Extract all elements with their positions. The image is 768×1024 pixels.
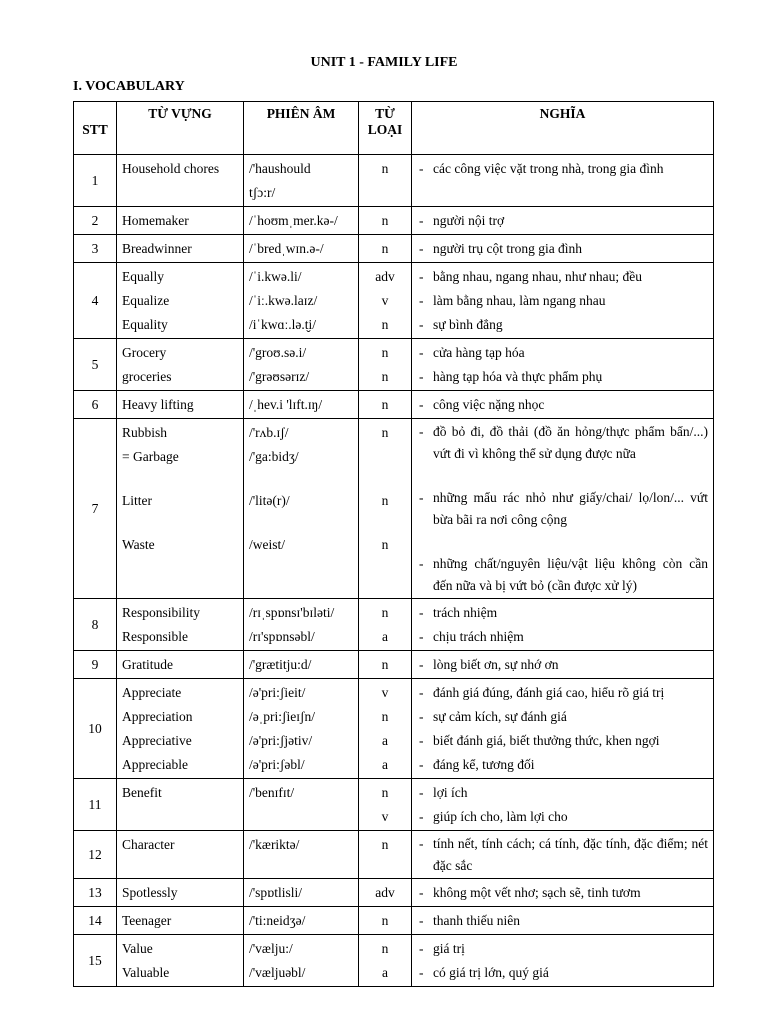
ipa-cell (244, 651, 359, 679)
table-row (74, 935, 714, 987)
meaning-text: đánh giá đúng, đánh giá cao, hiểu rõ giá trị (433, 685, 665, 700)
meaning-line (417, 937, 708, 961)
meaning-text: sự bình đẳng (433, 317, 503, 332)
row-number: 10 (74, 679, 117, 779)
part-of-speech: n (381, 913, 389, 928)
meaning-cell (412, 651, 714, 679)
list-dash: - (419, 809, 424, 824)
list-dash: - (419, 885, 424, 900)
pos-cell (359, 935, 412, 987)
meaning-line (417, 553, 708, 597)
vocab-word: Equalize (122, 293, 170, 308)
phonetic: /'væljuəbl/ (249, 965, 306, 980)
vocab-word: Rubbish (122, 425, 168, 440)
meaning-cell (412, 391, 714, 419)
meaning-text: các công việc vặt trong nhà, trong gia đình (433, 161, 664, 176)
vocab-word: Gratitude (122, 657, 173, 672)
meaning-line (417, 753, 708, 777)
meaning-text: bằng nhau, ngang nhau, như nhau; đều (433, 269, 643, 284)
list-dash: - (419, 785, 424, 800)
phonetic: /'haushould (249, 161, 311, 176)
word-cell (117, 599, 244, 651)
part-of-speech: n (381, 605, 389, 620)
word-cell (117, 831, 244, 879)
part-of-speech: v (381, 685, 389, 700)
pos-cell (359, 907, 412, 935)
meaning-line (417, 961, 708, 985)
meaning-text: đáng kể, tương đối (433, 757, 535, 772)
vocab-word: Breadwinner (122, 241, 192, 256)
table-row (74, 419, 714, 599)
phonetic: /'groʊ.sə.i/ (249, 345, 307, 360)
meaning-text: hàng tạp hóa và thực phẩm phụ (433, 369, 603, 384)
vocab-word: Teenager (122, 913, 172, 928)
meaning-cell (412, 831, 714, 879)
list-dash: - (419, 161, 424, 176)
spacer (122, 469, 238, 489)
spacer (249, 513, 353, 533)
meaning-line (417, 487, 708, 531)
meaning-cell (412, 879, 714, 907)
list-dash: - (419, 629, 424, 644)
meaning-line (417, 157, 708, 181)
part-of-speech: n (381, 317, 389, 332)
meaning-cell (412, 155, 714, 207)
row-number: 14 (74, 907, 117, 935)
meaning-line (417, 237, 708, 261)
section-heading: I. VOCABULARY (73, 79, 185, 94)
meaning-text: tính nết, tính cách; cá tính, đặc tính, đặc điểm; nét đặc sắc (433, 836, 708, 873)
list-dash: - (419, 733, 424, 748)
phonetic: /'grəʊsərɪz/ (249, 369, 310, 384)
meaning-cell (412, 679, 714, 779)
phonetic: /'litə(r)/ (249, 493, 290, 508)
word-cell (117, 339, 244, 391)
list-dash: - (419, 213, 424, 228)
ipa-cell (244, 935, 359, 987)
meaning-text: sự cảm kích, sự đánh giá (433, 709, 567, 724)
meaning-text: những mẩu rác nhỏ như giấy/chai/ lọ/lon/... vứt bừa bãi ra nơi công cộng (433, 490, 708, 527)
part-of-speech: n (381, 397, 389, 412)
meaning-text: không một vết nhơ; sạch sẽ, tinh tươm (433, 885, 641, 900)
list-dash: - (419, 369, 424, 384)
meaning-cell (412, 779, 714, 831)
part-of-speech: a (382, 629, 388, 644)
pos-cell (359, 339, 412, 391)
vocab-word: Equally (122, 269, 164, 284)
meaning-line (417, 909, 708, 933)
vocab-word: Appreciable (122, 757, 188, 772)
phonetic: /ə'pri:ʃəbl/ (249, 757, 305, 772)
list-dash: - (419, 605, 424, 620)
ipa-cell (244, 391, 359, 419)
pos-cell (359, 419, 412, 599)
part-of-speech: adv (375, 269, 395, 284)
spacer (364, 513, 406, 533)
vocab-word: Spotlessly (122, 885, 178, 900)
vocab-word: Appreciative (122, 733, 192, 748)
phonetic: /'kæriktə/ (249, 837, 300, 852)
part-of-speech: a (382, 965, 388, 980)
meaning-line (417, 313, 708, 337)
pos-cell (359, 599, 412, 651)
meaning-text: lợi ích (433, 785, 468, 800)
header-word: TỪ VỰNG (117, 102, 244, 155)
meaning-line (417, 653, 708, 677)
meaning-text: biết đánh giá, biết thưởng thức, khen ngợi (433, 733, 660, 748)
meaning-cell (412, 207, 714, 235)
row-number: 1 (74, 155, 117, 207)
pos-cell (359, 879, 412, 907)
part-of-speech: n (381, 241, 389, 256)
ipa-cell (244, 339, 359, 391)
list-dash: - (419, 757, 424, 772)
list-dash: - (419, 293, 424, 308)
list-dash: - (419, 913, 424, 928)
ipa-cell (244, 907, 359, 935)
row-number: 7 (74, 419, 117, 599)
phonetic: /əˌpri:ʃieɪʃn/ (249, 709, 315, 724)
phonetic: tʃɔ:r/ (249, 185, 276, 200)
vocab-word: Litter (122, 493, 152, 508)
phonetic: /ˈbredˌwɪn.ə-/ (249, 241, 324, 256)
pos-cell (359, 831, 412, 879)
meaning-text: giúp ích cho, làm lợi cho (433, 809, 568, 824)
vocab-word: Valuable (122, 965, 170, 980)
phonetic: /weist/ (249, 537, 285, 552)
vocab-word: Waste (122, 537, 155, 552)
word-cell (117, 651, 244, 679)
vocab-word: Household chores (122, 161, 220, 176)
ipa-cell (244, 419, 359, 599)
phonetic: /'spɒtlisli/ (249, 885, 303, 900)
pos-cell (359, 263, 412, 339)
row-number: 9 (74, 651, 117, 679)
part-of-speech: n (381, 213, 389, 228)
row-number: 12 (74, 831, 117, 879)
meaning-text: cửa hàng tạp hóa (433, 345, 525, 360)
vocab-word: = Garbage (122, 449, 179, 464)
meaning-text: giá trị (433, 941, 465, 956)
table-row (74, 831, 714, 879)
ipa-cell (244, 155, 359, 207)
list-dash: - (419, 941, 424, 956)
table-row (74, 235, 714, 263)
pos-cell (359, 679, 412, 779)
part-of-speech: v (381, 809, 389, 824)
meaning-line (417, 341, 708, 365)
word-cell (117, 419, 244, 599)
meaning-line (417, 289, 708, 313)
pos-cell (359, 391, 412, 419)
meaning-text: chịu trách nhiệm (433, 629, 524, 644)
meaning-line (417, 625, 708, 649)
vocab-word: Responsible (122, 629, 188, 644)
word-cell (117, 155, 244, 207)
ipa-cell (244, 779, 359, 831)
list-dash: - (419, 397, 424, 412)
vocabulary-table (73, 101, 714, 987)
phonetic: /iˈkwɑː.lə.t̬i/ (249, 317, 317, 332)
list-dash: - (419, 657, 424, 672)
meaning-line (417, 421, 708, 465)
meaning-line (417, 781, 708, 805)
part-of-speech: n (381, 161, 389, 176)
header-pos (359, 102, 412, 155)
table-row (74, 391, 714, 419)
header-pos-line1: TỪ (375, 106, 395, 121)
ipa-cell (244, 263, 359, 339)
meaning-cell (412, 235, 714, 263)
pos-cell (359, 155, 412, 207)
row-number: 15 (74, 935, 117, 987)
pos-cell (359, 207, 412, 235)
phonetic: /ˈhoʊmˌmer.kə-/ (249, 213, 338, 228)
phonetic: /rɪˌspɒnsɪ'bɪləti/ (249, 605, 335, 620)
meaning-cell (412, 339, 714, 391)
part-of-speech: adv (375, 885, 395, 900)
part-of-speech: n (381, 493, 389, 508)
ipa-cell (244, 207, 359, 235)
meaning-text: công việc nặng nhọc (433, 397, 545, 412)
meaning-cell (412, 419, 714, 599)
table-row (74, 907, 714, 935)
spacer (364, 445, 406, 469)
spacer (417, 531, 708, 553)
list-dash: - (419, 490, 424, 505)
vocab-word: Heavy lifting (122, 397, 194, 412)
meaning-text: có giá trị lớn, quý giá (433, 965, 549, 980)
spacer (122, 513, 238, 533)
vocab-word: groceries (122, 369, 172, 384)
meaning-line (417, 601, 708, 625)
row-number: 2 (74, 207, 117, 235)
ipa-cell (244, 879, 359, 907)
pos-cell (359, 779, 412, 831)
meaning-text: làm bằng nhau, làm ngang nhau (433, 293, 606, 308)
meaning-line (417, 805, 708, 829)
list-dash: - (419, 965, 424, 980)
meaning-line (417, 729, 708, 753)
row-number: 3 (74, 235, 117, 263)
part-of-speech: n (381, 369, 389, 384)
document-title: UNIT 1 - FAMILY LIFE (310, 55, 458, 70)
part-of-speech: n (381, 537, 389, 552)
word-cell (117, 679, 244, 779)
phonetic: /'rʌb.ɪʃ/ (249, 425, 289, 440)
meaning-line (417, 681, 708, 705)
part-of-speech: n (381, 425, 389, 440)
phonetic: /ˈiː.kwə.laɪz/ (249, 293, 318, 308)
ipa-cell (244, 679, 359, 779)
list-dash: - (419, 317, 424, 332)
table-row (74, 263, 714, 339)
vocab-word: Appreciate (122, 685, 182, 700)
list-dash: - (419, 269, 424, 284)
ipa-cell (244, 235, 359, 263)
part-of-speech: a (382, 733, 388, 748)
part-of-speech: n (381, 709, 389, 724)
meaning-cell (412, 907, 714, 935)
vocab-word: Benefit (122, 785, 162, 800)
row-number: 5 (74, 339, 117, 391)
table-row (74, 679, 714, 779)
list-dash: - (419, 424, 424, 439)
pos-cell (359, 235, 412, 263)
list-dash: - (419, 345, 424, 360)
row-number: 13 (74, 879, 117, 907)
table-row (74, 779, 714, 831)
spacer (417, 465, 708, 487)
meaning-line (417, 881, 708, 905)
spacer (364, 469, 406, 489)
word-cell (117, 263, 244, 339)
table-row (74, 599, 714, 651)
phonetic: /'vælju:/ (249, 941, 293, 956)
vocab-word: Homemaker (122, 213, 189, 228)
phonetic: /'ti:neidʒə/ (249, 913, 306, 928)
header-ipa: PHIÊN ÂM (244, 102, 359, 155)
vocab-word: Appreciation (122, 709, 193, 724)
phonetic: /rɪ'spɒnsəbl/ (249, 629, 315, 644)
word-cell (117, 207, 244, 235)
header-meaning: NGHĨA (412, 102, 714, 155)
meaning-text: trách nhiệm (433, 605, 498, 620)
row-number: 11 (74, 779, 117, 831)
word-cell (117, 935, 244, 987)
meaning-line (417, 393, 708, 417)
table-row (74, 879, 714, 907)
part-of-speech: n (381, 657, 389, 672)
spacer (249, 469, 353, 489)
meaning-line (417, 209, 708, 233)
vocab-word: Value (122, 941, 153, 956)
meaning-text: người nội trợ (433, 213, 505, 228)
header-pos-line2: LOẠI (367, 122, 403, 137)
meaning-line (417, 265, 708, 289)
row-number: 6 (74, 391, 117, 419)
meaning-text: lòng biết ơn, sự nhớ ơn (433, 657, 559, 672)
table-header-row (74, 102, 714, 155)
table-row (74, 339, 714, 391)
list-dash: - (419, 709, 424, 724)
table-row (74, 155, 714, 207)
vocab-word: Equality (122, 317, 168, 332)
header-stt: STT (74, 102, 117, 155)
meaning-line (417, 833, 708, 877)
part-of-speech: v (381, 293, 389, 308)
meaning-cell (412, 263, 714, 339)
vocab-word: Grocery (122, 345, 167, 360)
row-number: 8 (74, 599, 117, 651)
list-dash: - (419, 556, 424, 571)
part-of-speech: n (381, 785, 389, 800)
part-of-speech: n (381, 345, 389, 360)
list-dash: - (419, 241, 424, 256)
meaning-line (417, 705, 708, 729)
meaning-cell (412, 935, 714, 987)
table-row (74, 207, 714, 235)
table-body (74, 155, 714, 987)
phonetic: /'grætitju:d/ (249, 657, 312, 672)
vocab-word: Character (122, 837, 175, 852)
list-dash: - (419, 685, 424, 700)
word-cell (117, 779, 244, 831)
part-of-speech: n (381, 837, 389, 852)
ipa-cell (244, 831, 359, 879)
pos-cell (359, 651, 412, 679)
word-cell (117, 391, 244, 419)
part-of-speech: a (382, 757, 388, 772)
meaning-text: những chất/nguyên liệu/vật liệu không còn cần đến nữa và bị vứt bỏ (cần được xử lý) (433, 556, 708, 593)
phonetic: /ə'pri:ʃieit/ (249, 685, 306, 700)
phonetic: /ˈi.kwə.li/ (249, 269, 302, 284)
phonetic: /ˌhev.i 'lɪft.ɪŋ/ (249, 397, 323, 412)
part-of-speech: n (381, 941, 389, 956)
phonetic: /ə'pri:ʃjətiv/ (249, 733, 313, 748)
meaning-cell (412, 599, 714, 651)
table-row (74, 651, 714, 679)
phonetic: /'benɪfɪt/ (249, 785, 295, 800)
meaning-text: thanh thiếu niên (433, 913, 520, 928)
list-dash: - (419, 836, 424, 851)
row-number: 4 (74, 263, 117, 339)
phonetic: /'ga:bidʒ/ (249, 449, 299, 464)
ipa-cell (244, 599, 359, 651)
word-cell (117, 907, 244, 935)
word-cell (117, 879, 244, 907)
meaning-text: đồ bỏ đi, đồ thải (đồ ăn hỏng/thực phẩm bẩn/...) vứt đi vì không thể sử dụng được nữa (433, 424, 708, 461)
word-cell (117, 235, 244, 263)
meaning-text: người trụ cột trong gia đình (433, 241, 583, 256)
meaning-line (417, 365, 708, 389)
vocab-word: Responsibility (122, 605, 201, 620)
